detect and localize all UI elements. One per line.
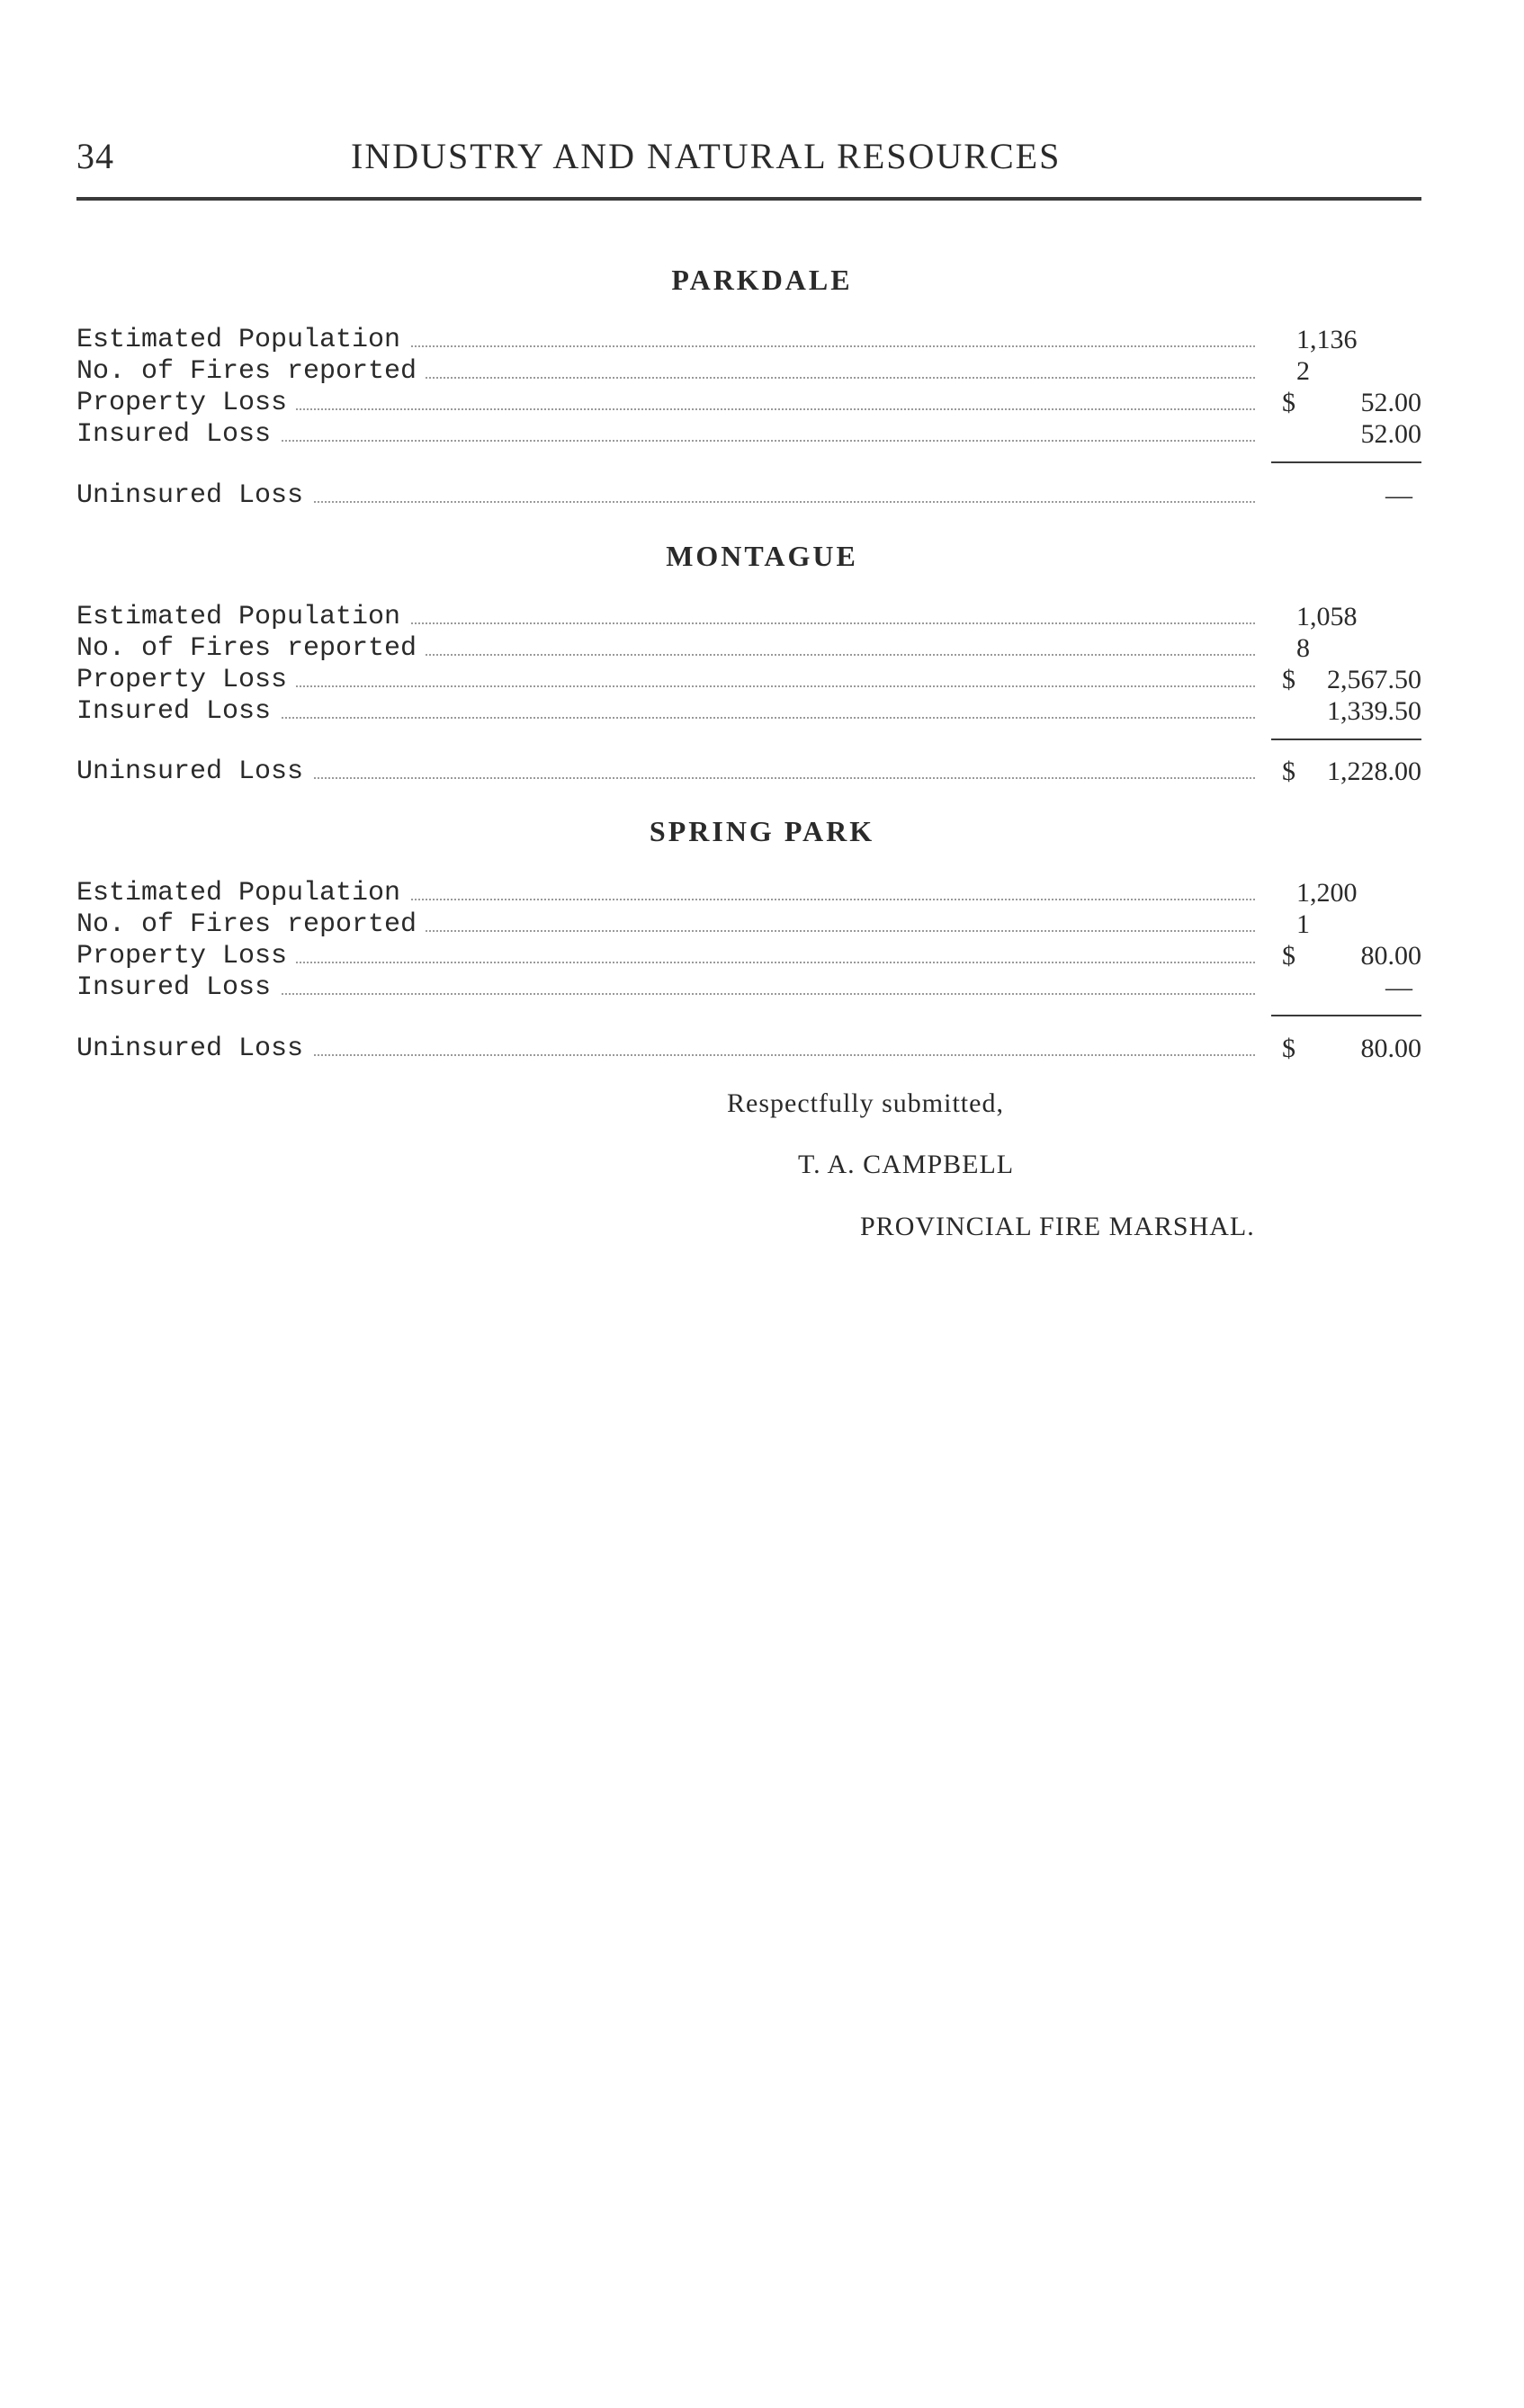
currency-symbol: $ (1282, 388, 1295, 417)
row-label: Uninsured Loss (76, 1033, 312, 1065)
row-label: Estimated Population (76, 877, 409, 909)
value-text: 1,339.50 (1327, 696, 1421, 726)
running-head (76, 135, 1421, 189)
row-property-loss (76, 387, 1421, 419)
row-property-loss (76, 940, 1421, 972)
row-value (1282, 940, 1421, 972)
row-value (1282, 695, 1421, 728)
running-title: INDUSTRY AND NATURAL RESOURCES (351, 136, 1062, 176)
page-number: 34 (76, 136, 114, 176)
section-title-parkdale: PARKDALE (671, 264, 853, 296)
value-text: 1,228.00 (1327, 756, 1421, 786)
row-value (1282, 355, 1421, 388)
value-text: 52.00 (1360, 419, 1421, 449)
row-label: Uninsured Loss (76, 756, 312, 788)
currency-symbol: $ (1282, 756, 1295, 786)
row-value (1282, 664, 1421, 696)
row-value (1282, 387, 1421, 419)
row-label: Estimated Population (76, 601, 409, 633)
row-label: Insured Loss (76, 971, 280, 1004)
closing-salutation: Respectfully submitted, (727, 1088, 1004, 1118)
row-label: No. of Fires reported (76, 355, 426, 388)
row-estimated-population (76, 877, 1421, 909)
value-text: 1,200 (1296, 878, 1358, 908)
row-value (1282, 909, 1421, 941)
row-value (1282, 877, 1421, 909)
value-text: 80.00 (1360, 1034, 1421, 1063)
value-text: 1,058 (1296, 602, 1358, 631)
row-property-loss (76, 664, 1421, 696)
value-text: 80.00 (1360, 941, 1421, 971)
value-text: 2 (1296, 356, 1310, 386)
row-insured-loss (76, 695, 1421, 728)
value-text: 52.00 (1360, 388, 1421, 417)
row-uninsured-loss (76, 479, 1421, 512)
signatory-name: T. A. CAMPBELL (798, 1150, 1015, 1179)
row-label: Insured Loss (76, 418, 280, 451)
row-insured-loss (76, 418, 1421, 451)
section-title-spring-park: SPRING PARK (649, 815, 875, 847)
header-rule (76, 197, 1421, 201)
value-text: — (1385, 972, 1412, 1002)
row-value (1282, 324, 1421, 356)
row-fires-reported (76, 909, 1421, 941)
value-text: 1 (1296, 909, 1310, 939)
row-label: Estimated Population (76, 324, 409, 356)
currency-symbol: $ (1282, 941, 1295, 971)
row-insured-loss (76, 971, 1421, 1004)
row-value (1282, 756, 1421, 788)
value-text: — (1385, 480, 1412, 510)
row-value (1282, 632, 1421, 665)
row-fires-reported (76, 355, 1421, 388)
row-label: No. of Fires reported (76, 632, 426, 665)
row-value (1282, 971, 1421, 1004)
row-label: Uninsured Loss (76, 479, 312, 512)
row-value (1282, 1033, 1421, 1065)
row-uninsured-loss (76, 756, 1421, 788)
row-value (1282, 418, 1421, 451)
value-text: 2,567.50 (1327, 665, 1421, 694)
row-label: Insured Loss (76, 695, 280, 728)
sum-rule (1271, 739, 1421, 740)
row-label: No. of Fires reported (76, 909, 426, 941)
row-label: Property Loss (76, 664, 296, 696)
currency-symbol: $ (1282, 665, 1295, 694)
value-text: 1,136 (1296, 325, 1358, 354)
row-value (1282, 479, 1421, 512)
row-label: Property Loss (76, 940, 296, 972)
row-uninsured-loss (76, 1033, 1421, 1065)
sum-rule (1271, 461, 1421, 463)
row-fires-reported (76, 632, 1421, 665)
row-label: Property Loss (76, 387, 296, 419)
row-value (1282, 601, 1421, 633)
section-title-montague: MONTAGUE (666, 540, 858, 572)
row-estimated-population (76, 601, 1421, 633)
value-text: 8 (1296, 633, 1310, 663)
signatory-position: PROVINCIAL FIRE MARSHAL. (860, 1212, 1255, 1241)
currency-symbol: $ (1282, 1034, 1295, 1063)
sum-rule (1271, 1015, 1421, 1016)
row-estimated-population (76, 324, 1421, 356)
